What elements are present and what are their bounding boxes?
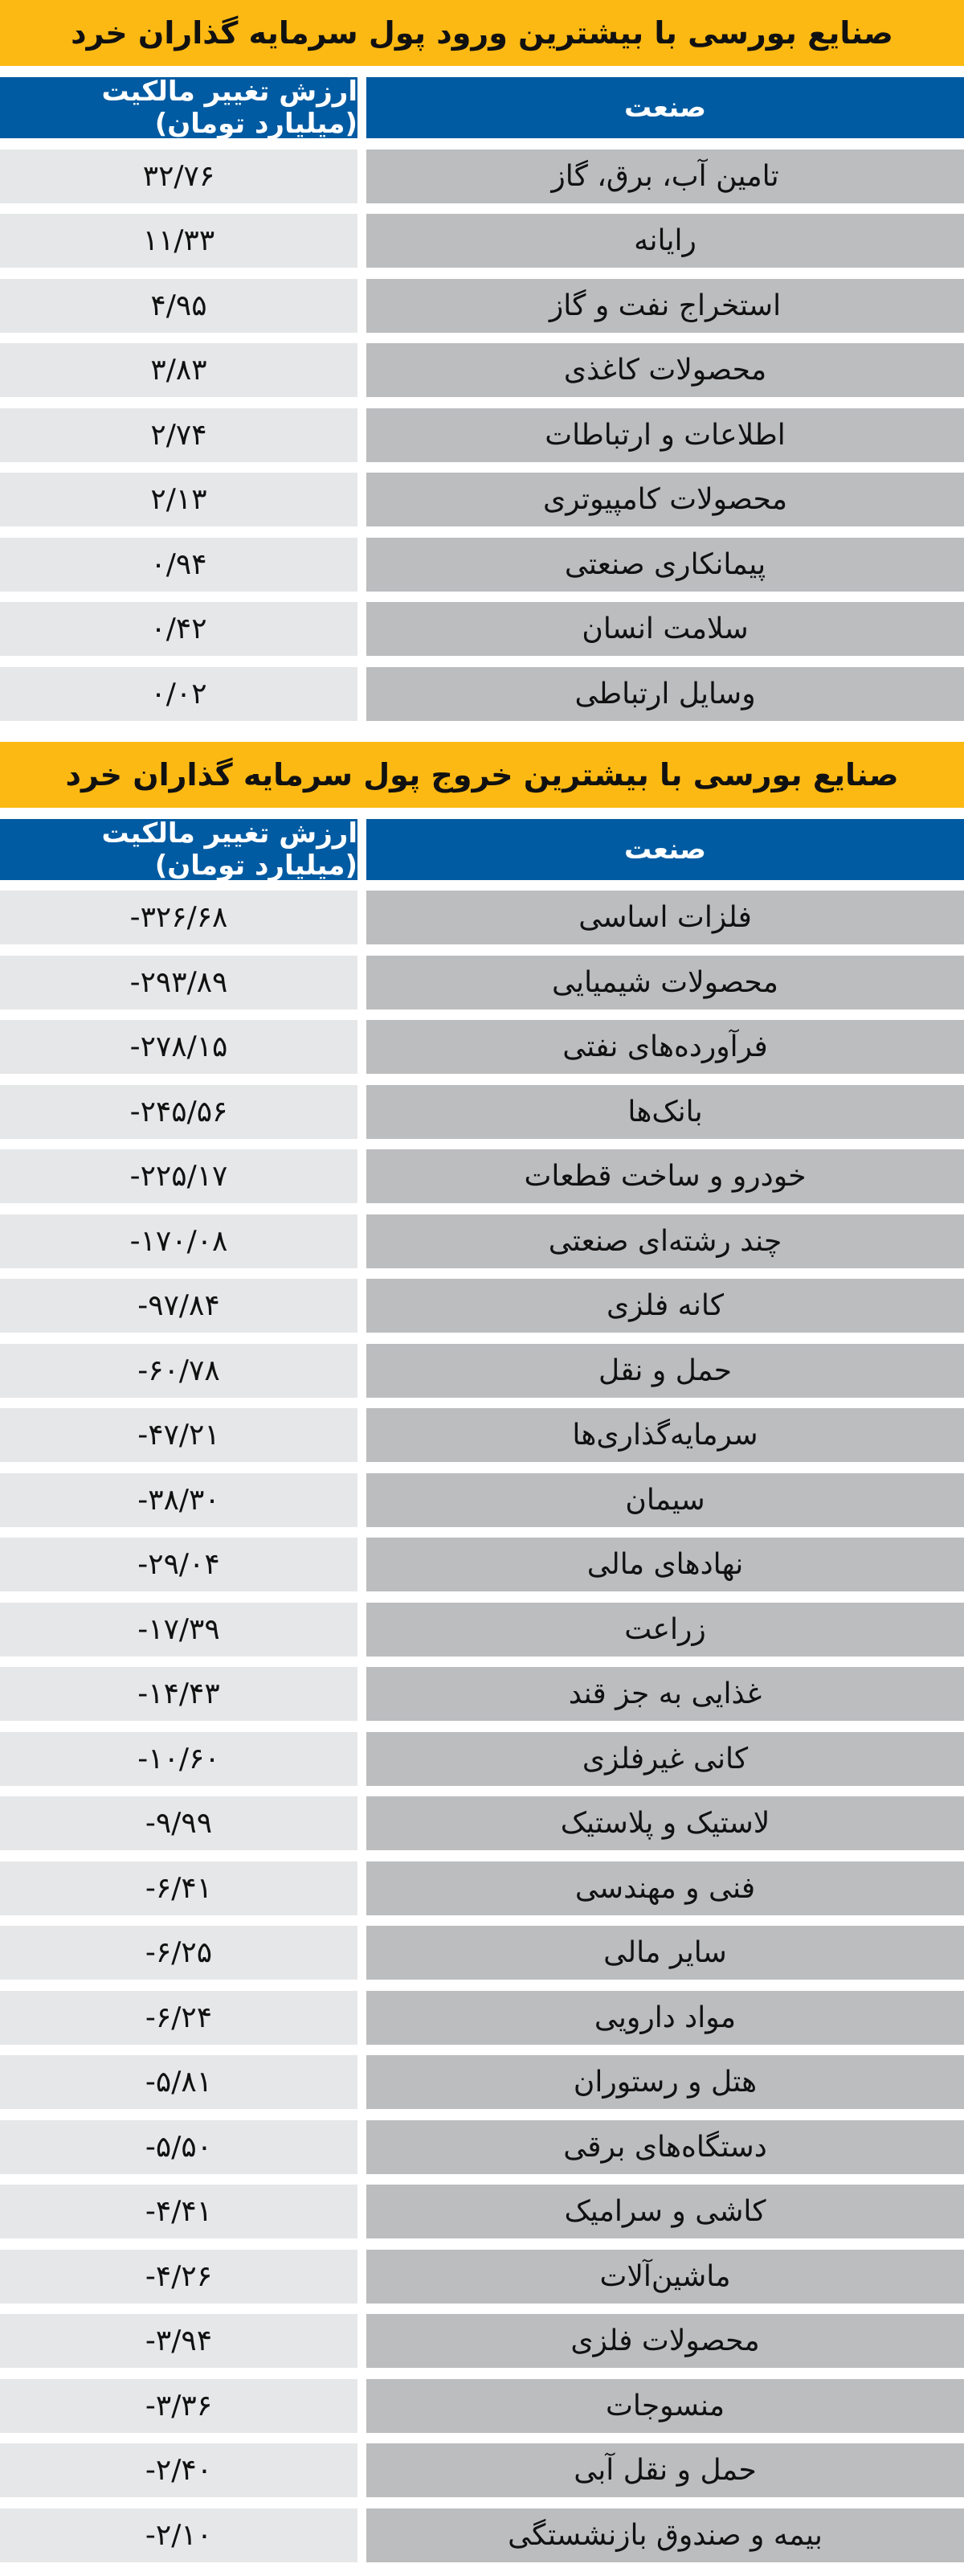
value-cell: -۱۷۰/۰۸: [0, 1214, 357, 1268]
value-cell: -۳۸/۳۰: [0, 1473, 357, 1527]
value-cell: -۹۷/۸۴: [0, 1279, 357, 1333]
value-cell: ۲/۷۴: [0, 408, 357, 462]
value-cell: -۶/۲۴: [0, 1991, 357, 2045]
table-row: [0, 1473, 964, 1527]
table-row: [0, 2314, 964, 2368]
inflow-table-body: [0, 149, 964, 721]
value-cell: ۱۱/۳۳: [0, 214, 357, 268]
column-header-industry: صنعت: [366, 819, 964, 880]
industry-cell: استخراج نفت و گاز: [366, 279, 964, 333]
table-row: [0, 214, 964, 268]
value-cell: -۶/۲۵: [0, 1926, 357, 1980]
table-row: [0, 408, 964, 462]
outflow-table: [0, 742, 964, 2562]
value-cell: -۲۲۵/۱۷: [0, 1149, 357, 1203]
outflow-table-header: [0, 819, 964, 880]
industry-cell: حمل و نقل: [366, 1344, 964, 1398]
value-cell: -۳۲۶/۶۸: [0, 891, 357, 944]
value-cell: -۹/۹۹: [0, 1796, 357, 1850]
table-row: [0, 1926, 964, 1980]
value-cell: -۳/۹۴: [0, 2314, 357, 2368]
industry-cell: پیمانکاری صنعتی: [366, 538, 964, 592]
industry-cell: حمل و نقل آبی: [366, 2443, 964, 2497]
industry-cell: بیمه و صندوق بازنشستگی: [366, 2508, 964, 2562]
column-header-value: ارزش تغییر مالکیت (میلیارد تومان): [0, 77, 357, 138]
table-row: [0, 1279, 964, 1333]
industry-cell: سیمان: [366, 1473, 964, 1527]
value-cell: -۴۷/۲۱: [0, 1408, 357, 1462]
value-cell: ۲/۱۳: [0, 473, 357, 526]
industry-cell: چند رشته‌ای صنعتی: [366, 1214, 964, 1268]
table-row: [0, 956, 964, 1010]
value-cell: -۶۰/۷۸: [0, 1344, 357, 1398]
outflow-table-title: صنایع بورسی با بیشترین خروج پول سرمایه گذاران خرد: [0, 742, 964, 808]
value-cell: ۳۲/۷۶: [0, 149, 357, 203]
table-row: [0, 1538, 964, 1591]
table-row: [0, 1408, 964, 1462]
value-cell: -۲۹۳/۸۹: [0, 956, 357, 1010]
value-cell: -۲۹/۰۴: [0, 1538, 357, 1591]
table-row: [0, 2120, 964, 2174]
industry-cell: دستگاه‌های برقی: [366, 2120, 964, 2174]
table-row: [0, 1732, 964, 1786]
industry-cell: زراعت: [366, 1603, 964, 1657]
value-cell: -۴/۴۱: [0, 2185, 357, 2238]
value-cell: -۴/۲۶: [0, 2250, 357, 2304]
industry-cell: کانه فلزی: [366, 1279, 964, 1333]
table-row: [0, 1344, 964, 1398]
column-header-industry: صنعت: [366, 77, 964, 138]
industry-cell: محصولات کامپیوتری: [366, 473, 964, 526]
industry-cell: فرآورده‌های نفتی: [366, 1020, 964, 1074]
industry-cell: اطلاعات و ارتباطات: [366, 408, 964, 462]
industry-cell: سایر مالی: [366, 1926, 964, 1980]
table-row: [0, 1667, 964, 1721]
industry-cell: خودرو و ساخت قطعات: [366, 1149, 964, 1203]
table-row: [0, 2508, 964, 2562]
table-row: [0, 1149, 964, 1203]
inflow-table-title: صنایع بورسی با بیشترین ورود پول سرمایه گذاران خرد: [0, 0, 964, 66]
industry-cell: نهادهای مالی: [366, 1538, 964, 1591]
table-row: [0, 343, 964, 397]
value-cell: -۲۴۵/۵۶: [0, 1085, 357, 1139]
industry-cell: سرمایه‌گذاری‌ها: [366, 1408, 964, 1462]
industry-cell: فلزات اساسی: [366, 891, 964, 944]
industry-cell: محصولات فلزی: [366, 2314, 964, 2368]
industry-cell: محصولات کاغذی: [366, 343, 964, 397]
value-cell: -۵/۸۱: [0, 2055, 357, 2109]
inflow-table-header: [0, 77, 964, 138]
outflow-table-body: [0, 891, 964, 2562]
industry-cell: بانک‌ها: [366, 1085, 964, 1139]
table-row: [0, 149, 964, 203]
table-row: [0, 602, 964, 656]
table-row: [0, 2379, 964, 2433]
table-row: [0, 2185, 964, 2238]
value-cell: -۱۷/۳۹: [0, 1603, 357, 1657]
table-row: [0, 1861, 964, 1915]
table-row: [0, 1214, 964, 1268]
table-row: [0, 1991, 964, 2045]
table-row: [0, 279, 964, 333]
table-row: [0, 1020, 964, 1074]
value-cell: ۰/۴۲: [0, 602, 357, 656]
industry-cell: فنی و مهندسی: [366, 1861, 964, 1915]
table-row: [0, 538, 964, 592]
table-row: [0, 1796, 964, 1850]
table-row: [0, 667, 964, 721]
value-cell: -۳/۳۶: [0, 2379, 357, 2433]
column-header-value: ارزش تغییر مالکیت (میلیارد تومان): [0, 819, 357, 880]
table-row: [0, 1085, 964, 1139]
value-cell: -۲/۱۰: [0, 2508, 357, 2562]
value-cell: ۳/۸۳: [0, 343, 357, 397]
industry-cell: هتل و رستوران: [366, 2055, 964, 2109]
table-row: [0, 1603, 964, 1657]
industry-cell: محصولات شیمیایی: [366, 956, 964, 1010]
value-cell: -۶/۴۱: [0, 1861, 357, 1915]
value-cell: -۵/۵۰: [0, 2120, 357, 2174]
industry-cell: سلامت انسان: [366, 602, 964, 656]
industry-cell: مواد دارویی: [366, 1991, 964, 2045]
industry-cell: غذایی به جز قند: [366, 1667, 964, 1721]
table-row: [0, 891, 964, 944]
industry-cell: وسایل ارتباطی: [366, 667, 964, 721]
industry-cell: ماشین‌آلات: [366, 2250, 964, 2304]
industry-cell: منسوجات: [366, 2379, 964, 2433]
value-cell: ۰/۹۴: [0, 538, 357, 592]
value-cell: -۱۴/۴۳: [0, 1667, 357, 1721]
industry-cell: کانی غیرفلزی: [366, 1732, 964, 1786]
value-cell: -۲۷۸/۱۵: [0, 1020, 357, 1074]
table-row: [0, 2443, 964, 2497]
table-row: [0, 2250, 964, 2304]
inflow-table: [0, 0, 964, 721]
value-cell: ۴/۹۵: [0, 279, 357, 333]
industry-cell: رایانه: [366, 214, 964, 268]
industry-cell: لاستیک و پلاستیک: [366, 1796, 964, 1850]
industry-cell: کاشی و سرامیک: [366, 2185, 964, 2238]
table-row: [0, 473, 964, 526]
value-cell: ۰/۰۲: [0, 667, 357, 721]
table-row: [0, 2055, 964, 2109]
industry-cell: تامین آب، برق، گاز: [366, 149, 964, 203]
value-cell: -۲/۴۰: [0, 2443, 357, 2497]
value-cell: -۱۰/۶۰: [0, 1732, 357, 1786]
